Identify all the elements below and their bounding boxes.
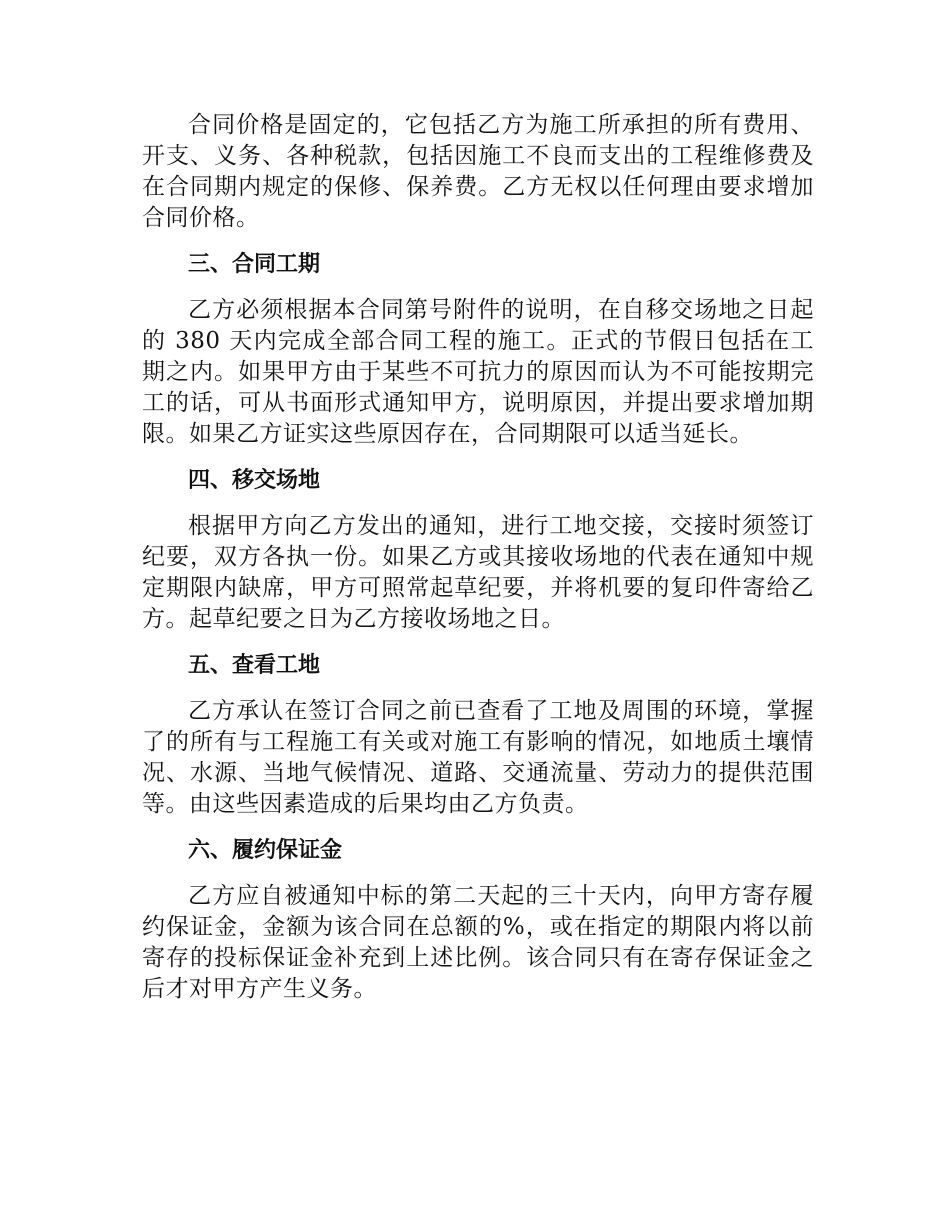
paragraph-contract-period: 乙方必须根据本合同第号附件的说明，在自移交场地之日起的 380 天内完成全部合同工程的施工。正式的节假日包括在工期之内。如果甲方由于某些不可抗力的原因而认为不可能按期完工的话，可从书面形式通知甲方，说明原因，并提出要求增加期限。如果乙方证实这些原因存在，合同期限可以适当延长。 (142, 297, 814, 447)
heading-site-handover: 四、移交场地 (188, 468, 321, 493)
paragraph-site-handover: 根据甲方向乙方发出的通知，进行工地交接，交接时须签订纪要，双方各执一份。如果乙方或其接收场地的代表在通知中规定期限内缺席，甲方可照常起草纪要，并将机要的复印件寄给乙方。起草纪要之日为乙方接收场地之日。 (142, 513, 814, 632)
paragraph-site-inspection: 乙方承认在签订合同之前已查看了工地及周围的环境，掌握了的所有与工程施工有关或对施工有影响的情况，如地质土壤情况、水源、当地气候情况、道路、交通流量、劳动力的提供范围等。由这些因素造成的后果均由乙方负责。 (142, 698, 814, 817)
paragraph-contract-price: 合同价格是固定的，它包括乙方为施工所承担的所有费用、开支、义务、各种税款，包括因施工不良而支出的工程维修费及在合同期内规定的保修、保养费。乙方无权以任何理由要求增加合同价格。 (142, 112, 814, 231)
heading-contract-period: 三、合同工期 (188, 252, 321, 277)
document-page (142, 110, 814, 1020)
paragraph-performance-bond: 乙方应自被通知中标的第二天起的三十天内，向甲方寄存履约保证金，金额为该合同在总额的%，或在指定的期限内将以前寄存的投标保证金补充到上述比例。该合同只有在寄存保证金之后才对甲方产生义务。 (142, 883, 814, 1002)
heading-site-inspection: 五、查看工地 (188, 653, 321, 678)
heading-performance-bond: 六、履约保证金 (188, 838, 343, 863)
